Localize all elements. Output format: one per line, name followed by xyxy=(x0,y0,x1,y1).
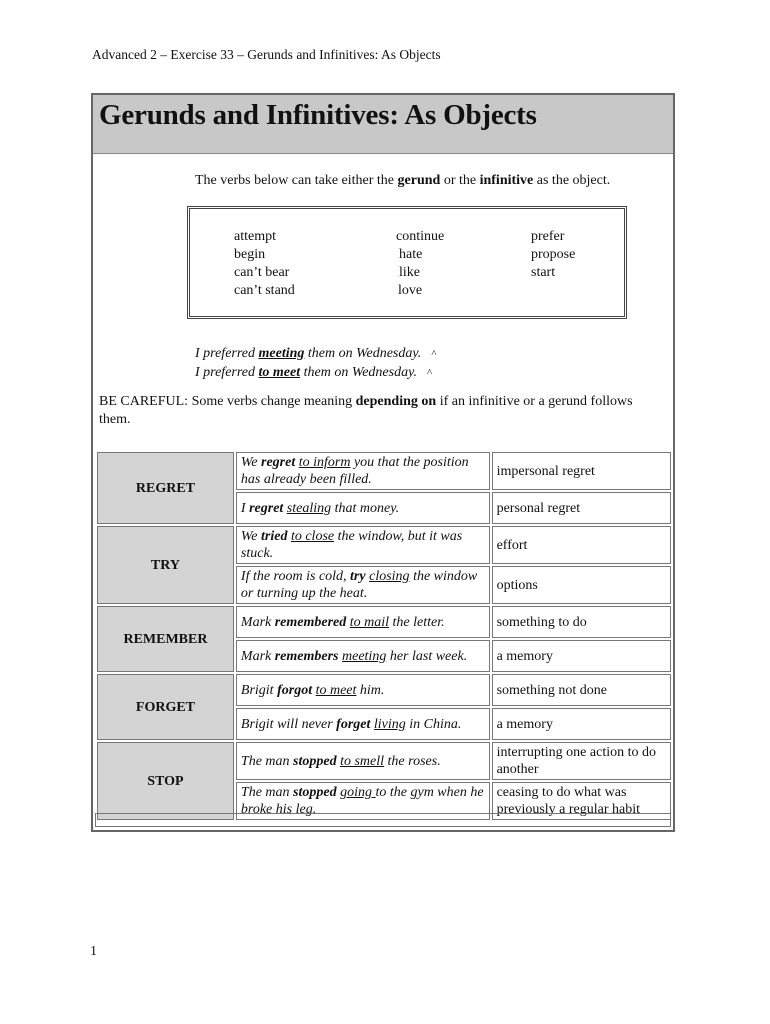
sentence-part-b: forget xyxy=(336,716,371,732)
example-sentence-cell xyxy=(236,492,490,524)
table-row xyxy=(97,606,671,638)
meaning-cell: a memory xyxy=(492,708,671,740)
verb-item: hate xyxy=(399,247,423,262)
verb-item: continue xyxy=(396,229,445,244)
example-sentence-cell xyxy=(236,708,490,740)
verb-cell: FORGET xyxy=(97,674,234,740)
intro-gerund: gerund xyxy=(397,173,441,188)
example-sentence-cell xyxy=(236,606,490,638)
sentence-part-s3: him. xyxy=(356,682,385,698)
sentence-part-b: stopped xyxy=(293,753,337,769)
sentence-part-s1: The man xyxy=(240,785,294,800)
example-sentence-cell xyxy=(236,452,490,490)
example-sentence-cell xyxy=(236,640,490,672)
sentence-part-u: to mail xyxy=(349,614,390,630)
example-target: to meet xyxy=(258,365,301,380)
meaning-table xyxy=(95,450,673,822)
verb-cell: REGRET xyxy=(97,452,234,524)
sentence-part-s1: Brigit xyxy=(240,682,278,698)
verb-item: like xyxy=(399,265,420,280)
sentence-part-s3: the roses. xyxy=(384,753,441,769)
meaning-cell: something not done xyxy=(492,674,671,706)
verb-item: propose xyxy=(531,247,576,262)
meaning-cell: a memory xyxy=(492,640,671,672)
sentence-part-s1: Brigit will never xyxy=(240,716,337,732)
running-header: Advanced 2 – Exercise 33 – Gerunds and Infinitives: As Objects xyxy=(92,47,441,62)
verb-item: attempt xyxy=(234,229,276,244)
sentence-part-s1: I xyxy=(240,500,250,516)
title-bar xyxy=(93,95,673,154)
example-gerund xyxy=(195,346,436,362)
example-infinitive xyxy=(195,365,432,381)
sentence-part-u: to inform xyxy=(298,455,351,470)
page-number: 1 xyxy=(90,944,97,959)
sentence-part-s3: her last week. xyxy=(386,648,468,664)
sentence-part-s3: the letter. xyxy=(389,614,445,630)
table-row xyxy=(97,526,671,564)
meaning-cell: interrupting one action to do another xyxy=(492,742,671,780)
careful-pre: BE CAREFUL: Some verbs change meaning xyxy=(99,394,356,409)
intro-pre: The verbs below can take either the xyxy=(195,173,398,188)
sentence-part-s3: that money. xyxy=(331,500,400,516)
intro-text xyxy=(195,173,610,189)
verb-item: start xyxy=(531,265,556,280)
example-post: them on Wednesday. xyxy=(304,346,422,361)
example-target: meeting xyxy=(258,346,305,361)
example-sentence-cell xyxy=(236,566,490,604)
intro-mid: or the xyxy=(440,173,480,188)
verb-cell: REMEMBER xyxy=(97,606,234,672)
careful-bold: depending on xyxy=(355,394,437,409)
sentence-part-b: try xyxy=(350,569,366,584)
sentence-part-s3: to the gym when he broke his leg. xyxy=(240,785,484,817)
sentence-part-u: going xyxy=(340,785,376,800)
sentence-part-u: to close xyxy=(290,529,335,544)
sentence-part-b: stopped xyxy=(293,785,337,800)
example-sentence-cell xyxy=(236,526,490,564)
verb-cell: STOP xyxy=(97,742,234,820)
example-sentence-cell xyxy=(236,742,490,780)
verb-item: can’t bear xyxy=(234,265,290,280)
sentence-part-u: living xyxy=(373,716,406,732)
example-pre: I preferred xyxy=(195,365,259,380)
meaning-cell: impersonal regret xyxy=(492,452,671,490)
intro-infinitive: infinitive xyxy=(479,173,534,188)
caret-mark: ^ xyxy=(427,367,433,379)
example-pre: I preferred xyxy=(195,346,259,361)
page-title: Gerunds and Infinitives: As Objects xyxy=(99,99,537,131)
verb-column-2 xyxy=(396,228,444,300)
intro-post: as the object. xyxy=(533,173,611,188)
sentence-part-s1: Mark xyxy=(240,648,275,664)
verb-item: prefer xyxy=(531,229,565,244)
sentence-part-b: remembered xyxy=(274,614,347,630)
example-sentence-cell xyxy=(236,674,490,706)
careful-note xyxy=(99,393,659,429)
verb-item: love xyxy=(398,283,423,298)
sentence-part-u: closing xyxy=(369,569,410,584)
sentence-part-b: regret xyxy=(261,455,296,470)
sentence-part-b: tried xyxy=(261,529,288,544)
meaning-cell: options xyxy=(492,566,671,604)
sentence-part-b: remembers xyxy=(274,648,339,664)
meaning-cell: personal regret xyxy=(492,492,671,524)
verb-item: begin xyxy=(234,247,266,262)
table-row xyxy=(97,452,671,490)
table-row xyxy=(97,674,671,706)
careful-post: if an infinitive or a gerund follows them. xyxy=(99,394,633,427)
caret-mark: ^ xyxy=(431,348,437,360)
verb-column-3 xyxy=(531,228,575,282)
sentence-part-u: meeting xyxy=(342,648,387,664)
sentence-part-s3: in China. xyxy=(405,716,462,732)
sentence-part-s3: you that the position has already been filled. xyxy=(240,455,469,487)
sentence-part-b: forgot xyxy=(277,682,313,698)
sentence-part-b: regret xyxy=(249,500,284,516)
sentence-part-u: to smell xyxy=(340,753,385,769)
table-row xyxy=(97,742,671,780)
meaning-cell: something to do xyxy=(492,606,671,638)
table-footer-strip xyxy=(95,813,671,827)
lesson-frame xyxy=(91,93,675,832)
verb-column-1 xyxy=(234,228,295,300)
verb-item: can’t stand xyxy=(234,283,295,298)
sentence-part-s1: If the room is cold, xyxy=(240,569,351,584)
sentence-part-s3: the window, but it was stuck. xyxy=(240,529,463,561)
sentence-part-s1: The man xyxy=(240,753,294,769)
example-post: them on Wednesday. xyxy=(300,365,418,380)
verb-list-box xyxy=(187,206,627,319)
meaning-cell: ceasing to do what was previously a regular habit xyxy=(492,782,671,820)
meaning-cell: effort xyxy=(492,526,671,564)
sentence-part-u: stealing xyxy=(286,500,332,516)
sentence-part-s1: We xyxy=(240,529,261,544)
sentence-part-s1: We xyxy=(240,455,261,470)
sentence-part-s3: the window or turning up the heat. xyxy=(240,569,478,601)
sentence-part-u: to meet xyxy=(315,682,357,698)
sentence-part-s1: Mark xyxy=(240,614,275,630)
verb-cell: TRY xyxy=(97,526,234,604)
